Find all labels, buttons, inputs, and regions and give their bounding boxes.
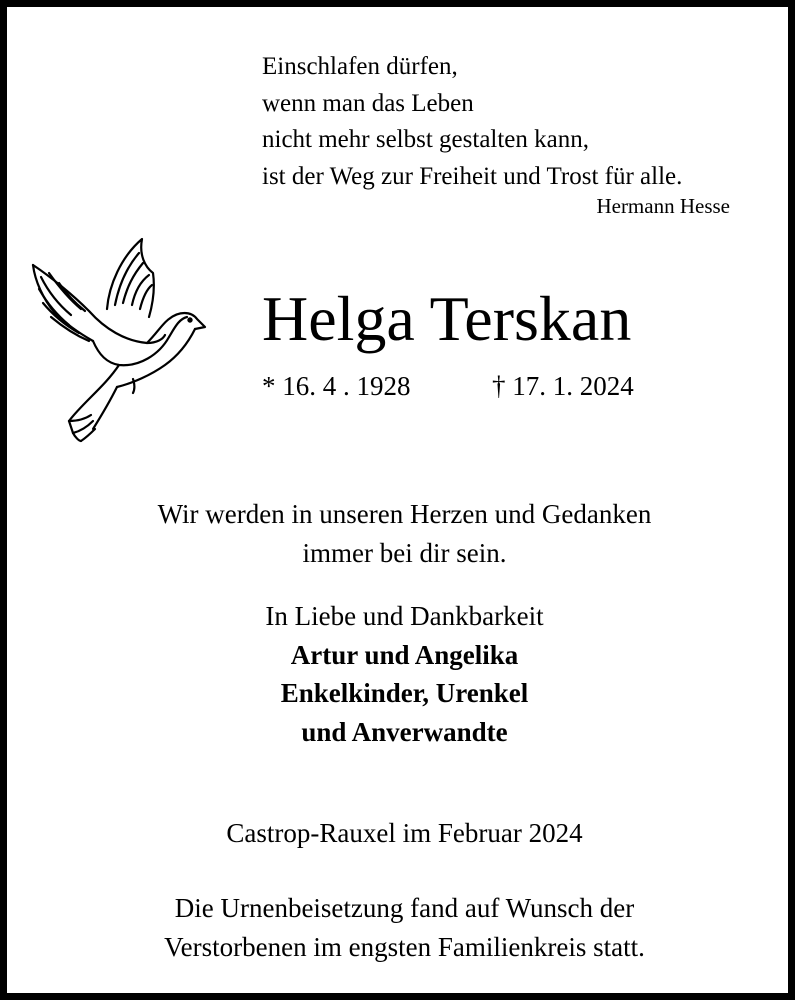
place-date-text: Castrop-Rauxel im Februar 2024 <box>226 818 583 848</box>
poem-line: wenn man das Leben <box>262 89 474 117</box>
burial-line: Die Urnenbeisetzung fand auf Wunsch der <box>174 893 635 923</box>
place-date <box>7 814 795 852</box>
poem-author: Hermann Hesse <box>596 194 730 218</box>
poem-line: Einschlafen dürfen, <box>262 53 458 80</box>
memory-line: immer bei dir sein. <box>302 537 507 568</box>
death-date: † 17. 1. 2024 <box>492 371 634 401</box>
poem-line: ist der Weg zur Freiheit und Trost für alle. <box>262 162 683 190</box>
mourner-name: Artur und Angelika <box>290 639 519 670</box>
mourners-intro: In Liebe und Dankbarkeit <box>265 601 544 631</box>
mourners <box>7 597 795 751</box>
life-dates <box>262 369 634 403</box>
memory-line: Wir werden in unseren Herzen und Gedanken <box>157 499 652 529</box>
memory-text <box>7 495 795 572</box>
poem <box>262 49 682 195</box>
mourner-name: Enkelkinder, Urenkel <box>280 678 529 708</box>
birth-date: * 16. 4 . 1928 <box>262 371 411 401</box>
deceased-name: Helga Terskan <box>262 283 632 354</box>
burial-notice <box>7 889 795 966</box>
dove-icon <box>29 237 207 445</box>
burial-line: Verstorbenen im engsten Familienkreis statt. <box>164 931 645 962</box>
poem-line: nicht mehr selbst gestalten kann, <box>262 126 590 153</box>
mourner-name: und Anverwandte <box>301 716 508 747</box>
